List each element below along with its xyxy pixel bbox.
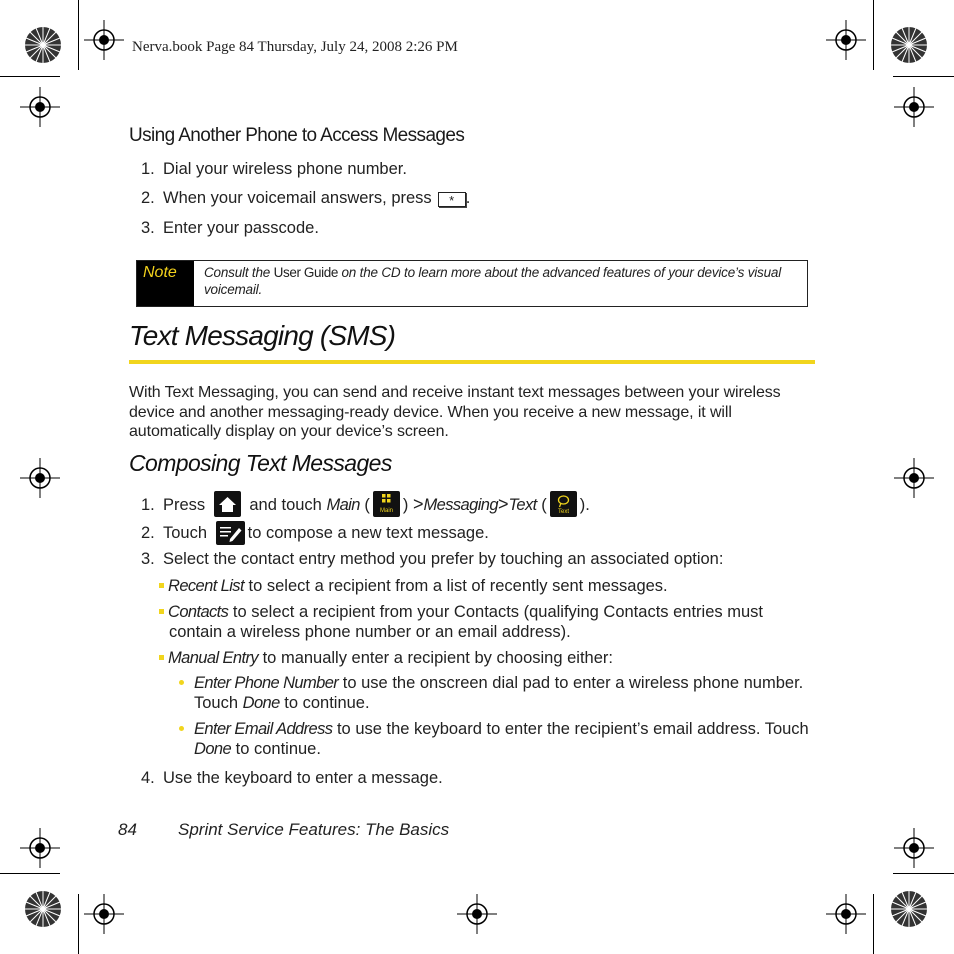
svg-text:Main: Main bbox=[379, 508, 393, 514]
crop-mark bbox=[0, 873, 60, 874]
step-number: 3. bbox=[141, 550, 155, 568]
list-item-continuation bbox=[194, 694, 370, 713]
list-item bbox=[141, 491, 590, 517]
option-text: Touch bbox=[194, 694, 243, 712]
bullet-icon bbox=[159, 609, 164, 614]
crop-mark bbox=[78, 894, 79, 954]
registration-mark-icon bbox=[826, 20, 866, 60]
note-text-bold: User Guide bbox=[273, 265, 338, 280]
option-term: Enter Email Address bbox=[194, 720, 333, 738]
step-text: ( bbox=[541, 496, 547, 514]
svg-text:Text: Text bbox=[557, 509, 569, 515]
intro-paragraph: With Text Messaging, you can send and receive instant text messages between your wireless device and another messaging-ready device. When you receive a new message, it will automatically display on your device’s screen. bbox=[129, 384, 781, 440]
list-item bbox=[141, 219, 319, 238]
menu-term: Text bbox=[508, 496, 537, 514]
list-item bbox=[159, 577, 668, 596]
option-text: to continue. bbox=[279, 694, 370, 712]
note-text-pre: Consult the bbox=[204, 265, 274, 280]
print-rosette-icon bbox=[890, 26, 928, 64]
step-number: 1. bbox=[141, 160, 155, 178]
step-text: Touch bbox=[163, 524, 208, 542]
step-number: 3. bbox=[141, 219, 155, 237]
registration-mark-icon bbox=[20, 87, 60, 127]
option-term: Done bbox=[242, 694, 280, 712]
note-text-post: on the CD to learn more about the advanced features of your device’s visual voicemail. bbox=[204, 265, 782, 297]
step-text: ( bbox=[364, 496, 370, 514]
option-term: Enter Phone Number bbox=[194, 674, 339, 692]
registration-mark-icon bbox=[894, 87, 934, 127]
bullet-icon bbox=[179, 680, 184, 685]
registration-mark-icon bbox=[894, 458, 934, 498]
registration-mark-icon bbox=[84, 894, 124, 934]
option-term: Manual Entry bbox=[168, 649, 259, 667]
step-text-end: . bbox=[465, 189, 471, 207]
print-rosette-icon bbox=[24, 890, 62, 928]
menu-term: Messaging bbox=[423, 496, 498, 514]
option-term: Contacts bbox=[168, 603, 229, 621]
list-item bbox=[141, 769, 443, 788]
section-heading: Using Another Phone to Access Messages bbox=[129, 125, 465, 146]
step-text: Select the contact entry method you prefer by touching an associated option: bbox=[163, 550, 724, 568]
home-icon bbox=[214, 491, 241, 517]
step-number: 2. bbox=[141, 189, 155, 207]
text-message-icon bbox=[550, 491, 577, 517]
registration-mark-icon bbox=[20, 828, 60, 868]
list-item bbox=[159, 603, 763, 622]
list-item bbox=[159, 649, 613, 668]
crop-mark bbox=[893, 873, 954, 874]
list-item-continuation bbox=[194, 740, 321, 759]
crop-mark bbox=[873, 894, 874, 954]
note-box bbox=[136, 260, 808, 307]
compose-icon bbox=[216, 521, 245, 545]
list-item bbox=[141, 189, 470, 208]
subsection-heading: Composing Text Messages bbox=[129, 450, 392, 476]
print-rosette-icon bbox=[890, 890, 928, 928]
note-label: Note bbox=[137, 261, 194, 306]
option-term: Done bbox=[194, 740, 232, 758]
option-text: to select a recipient from your Contacts (qualifying Contacts entries must bbox=[228, 603, 763, 621]
step-number: 2. bbox=[141, 524, 155, 542]
bullet-icon bbox=[179, 726, 184, 731]
list-item bbox=[141, 550, 723, 569]
list-item bbox=[179, 674, 803, 693]
crop-mark bbox=[0, 76, 60, 77]
title-rule bbox=[129, 360, 815, 364]
page-number: 84 bbox=[118, 820, 137, 839]
running-footer: Sprint Service Features: The Basics bbox=[178, 820, 450, 839]
step-number: 1. bbox=[141, 496, 155, 514]
main-menu-icon bbox=[373, 491, 400, 517]
step-text: Use the keyboard to enter a message. bbox=[163, 769, 443, 787]
crop-mark bbox=[78, 0, 79, 70]
step-text: Dial your wireless phone number. bbox=[163, 160, 407, 178]
registration-mark-icon bbox=[894, 828, 934, 868]
page-title: Text Messaging (SMS) bbox=[129, 320, 396, 351]
option-text: to select a recipient from a list of recently sent messages. bbox=[243, 577, 668, 595]
list-item-continuation: contain a wireless phone number or an email address). bbox=[169, 623, 571, 641]
list-item bbox=[179, 720, 809, 739]
option-text: to use the onscreen dial pad to enter a wireless phone number. bbox=[338, 674, 804, 692]
registration-mark-icon bbox=[20, 458, 60, 498]
registration-mark-icon bbox=[457, 894, 497, 934]
step-text: and touch bbox=[249, 496, 322, 514]
option-text: to use the keyboard to enter the recipient’s email address. Touch bbox=[332, 720, 809, 738]
print-header: Nerva.book Page 84 Thursday, July 24, 2008 2:26 PM bbox=[132, 39, 458, 55]
list-item bbox=[141, 521, 489, 545]
step-number: 4. bbox=[141, 769, 155, 787]
option-text: to continue. bbox=[231, 740, 321, 758]
note-text bbox=[204, 264, 802, 298]
registration-mark-icon bbox=[84, 20, 124, 60]
menu-separator: > bbox=[413, 494, 424, 514]
print-rosette-icon bbox=[24, 26, 62, 64]
menu-term: Main bbox=[326, 496, 360, 514]
bullet-icon bbox=[159, 655, 164, 660]
crop-mark bbox=[893, 76, 954, 77]
option-text: to manually enter a recipient by choosing either: bbox=[258, 649, 613, 667]
menu-separator: > bbox=[497, 494, 509, 514]
step-text: ). bbox=[579, 496, 590, 514]
step-text: ) bbox=[402, 496, 409, 514]
bullet-icon bbox=[159, 583, 164, 588]
step-text: Enter your passcode. bbox=[163, 219, 319, 237]
star-key-icon: * bbox=[438, 192, 466, 207]
step-text: When your voicemail answers, press bbox=[163, 189, 432, 207]
step-text: Press bbox=[163, 496, 206, 514]
crop-mark bbox=[873, 0, 874, 70]
registration-mark-icon bbox=[826, 894, 866, 934]
step-text: to compose a new text message. bbox=[247, 524, 489, 542]
option-term: Recent List bbox=[168, 577, 244, 595]
list-item bbox=[141, 160, 407, 179]
